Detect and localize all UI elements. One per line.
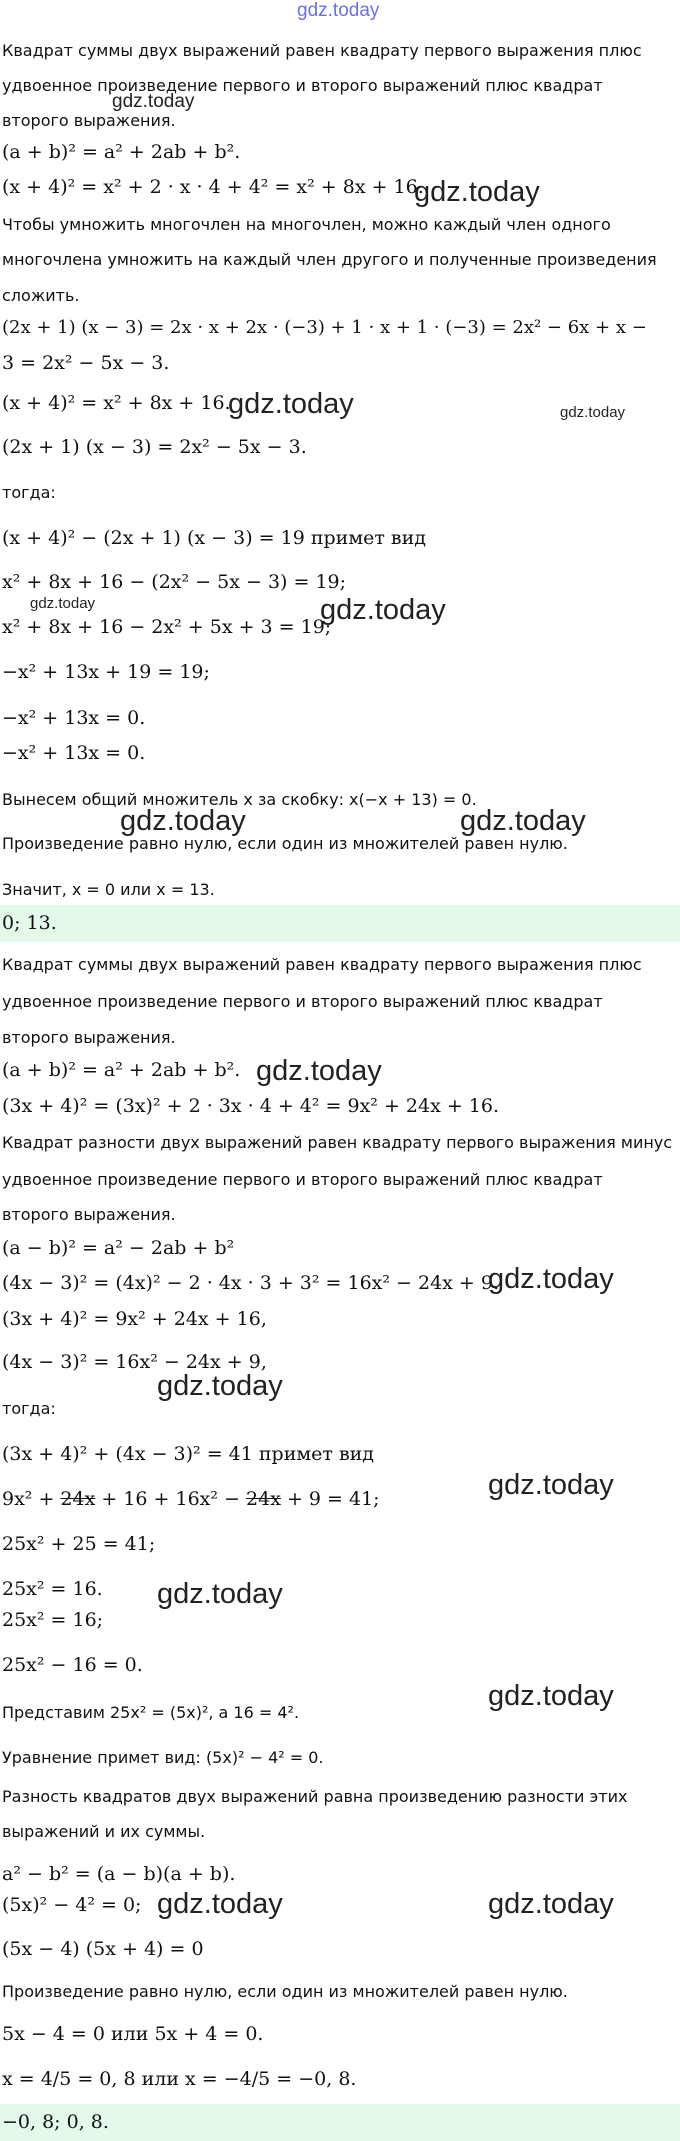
rule-text: второго выражения. [2,1028,176,1047]
rule-text: Произведение равно нулю, если один из множителей равен нулю. [2,834,568,853]
equation: 5x − 4 = 0 или 5x + 4 = 0. [2,2023,264,2045]
formula: (x + 4)² = x² + 8x + 16. [2,392,231,414]
formula: (a + b)² = a² + 2ab + b². [2,141,241,163]
equation: −x² + 13x = 0. [2,707,146,729]
answer-box: 0; 13. [0,905,680,942]
rule-text: сложить. [2,286,80,305]
equation: 25x² + 25 = 41; [2,1533,156,1555]
watermark: gdz.today [414,176,540,208]
equation: (3x + 4)² + (4x − 3)² = 41 примет вид [2,1443,375,1465]
watermark: gdz.today [488,1888,614,1920]
watermark: gdz.today [560,404,626,421]
watermark: gdz.today [488,1680,614,1712]
term: + 9 = 41; [280,1488,380,1510]
formula: (x + 4)² = x² + 2 · x · 4 + 4² = x² + 8x + 16. [2,176,424,198]
equation: (5x)² − 4² = 0; [2,1894,142,1916]
rule-text: удвоенное произведение первого и второго выражений плюс квадрат [2,76,603,95]
formula: (2x + 1) (x − 3) = 2x² − 5x − 3. [2,436,307,458]
equation: 25x² = 16. [2,1578,103,1600]
rule-text: Квадрат суммы двух выражений равен квадрату первого выражения плюс [2,955,642,974]
equation: 25x² = 16; [2,1609,104,1631]
cancelled-term: 24x [60,1488,96,1510]
equation: −x² + 13x = 0. [2,742,146,764]
watermark: gdz.today [488,1263,614,1295]
label-then: тогда: [2,1399,56,1418]
equation: 25x² − 16 = 0. [2,1654,143,1676]
rule-text: Чтобы умножить многочлен на многочлен, можно каждый член одного [2,215,611,234]
watermark: gdz.today [488,1469,614,1501]
rule-text: Разность квадратов двух выражений равна произведению разности этих [2,1787,628,1806]
rule-text: многочлена умножить на каждый член другого и полученные произведения [2,250,657,269]
rule-text: Произведение равно нулю, если один из множителей равен нулю. [2,1982,568,2001]
equation: (5x − 4) (5x + 4) = 0 [2,1938,204,1960]
formula: (a + b)² = a² + 2ab + b². [2,1059,241,1081]
rule-text: Квадрат суммы двух выражений равен квадрату первого выражения плюс [2,41,642,60]
equation: x² + 8x + 16 − 2x² + 5x + 3 = 19; [2,616,332,638]
formula: (4x − 3)² = 16x² − 24x + 9, [2,1351,267,1373]
term: 9x² + [2,1488,61,1510]
watermark: gdz.today [112,91,195,112]
formula: (a − b)² = a² − 2ab + b² [2,1237,235,1259]
formula: (2x + 1) (x − 3) = 2x · x + 2x · (−3) + 1 · x + 1 · (−3) = 2x² − 6x + x − [2,317,647,338]
formula: (3x + 4)² = 9x² + 24x + 16, [2,1308,267,1330]
represent-text: Представим 25x² = (5x)², а 16 = 4². [2,1703,300,1722]
formula: a² − b² = (a − b)(a + b). [2,1863,236,1885]
rule-text: выражений и их суммы. [2,1822,206,1841]
watermark: gdz.today [157,1578,283,1610]
term: + 16 + 16x² − [95,1488,247,1510]
watermark: gdz.today [157,1370,283,1402]
formula: 3 = 2x² − 5x − 3. [2,352,170,374]
equation: x² + 8x + 16 − (2x² − 5x − 3) = 19; [2,571,347,593]
rule-text: второго выражения. [2,1205,176,1224]
label-then: тогда: [2,483,56,502]
watermark: gdz.today [228,388,354,420]
cancelled-term: 24x [246,1488,281,1510]
watermark: gdz.today [320,594,446,626]
equation: (x + 4)² − (2x + 1) (x − 3) = 19 примет вид [2,527,426,549]
rule-text: второго выражения. [2,111,176,130]
rule-text: удвоенное произведение первого и второго выражений плюс квадрат [2,992,603,1011]
watermark: gdz.today [120,805,246,837]
roots-line: x = 4/5 = 0, 8 или x = −4/5 = −0, 8. [2,2068,357,2090]
formula: (3x + 4)² = (3x)² + 2 · 3x · 4 + 4² = 9x² + 24x + 16. [2,1095,500,1117]
site-logo[interactable]: gdz.today [297,0,380,21]
watermark: gdz.today [460,805,586,837]
roots-text: Значит, x = 0 или x = 13. [2,880,215,899]
equation-cancel [2,1487,380,1511]
equation-text: Уравнение примет вид: (5x)² − 4² = 0. [2,1748,324,1767]
rule-text: удвоенное произведение первого и второго выражений плюс квадрат [2,1170,603,1189]
formula: (4x − 3)² = (4x)² − 2 · 4x · 3 + 3² = 16x² − 24x + 9. [2,1272,500,1294]
watermark: gdz.today [157,1888,283,1920]
rule-text: Квадрат разности двух выражений равен квадрату первого выражения минус [2,1133,673,1152]
watermark: gdz.today [30,595,96,612]
factor-text: Вынесем общий множитель x за скобку: x(−x + 13) = 0. [2,790,477,809]
answer-box: −0, 8; 0, 8. [0,2104,680,2141]
equation: −x² + 13x + 19 = 19; [2,661,210,683]
watermark: gdz.today [256,1055,382,1087]
